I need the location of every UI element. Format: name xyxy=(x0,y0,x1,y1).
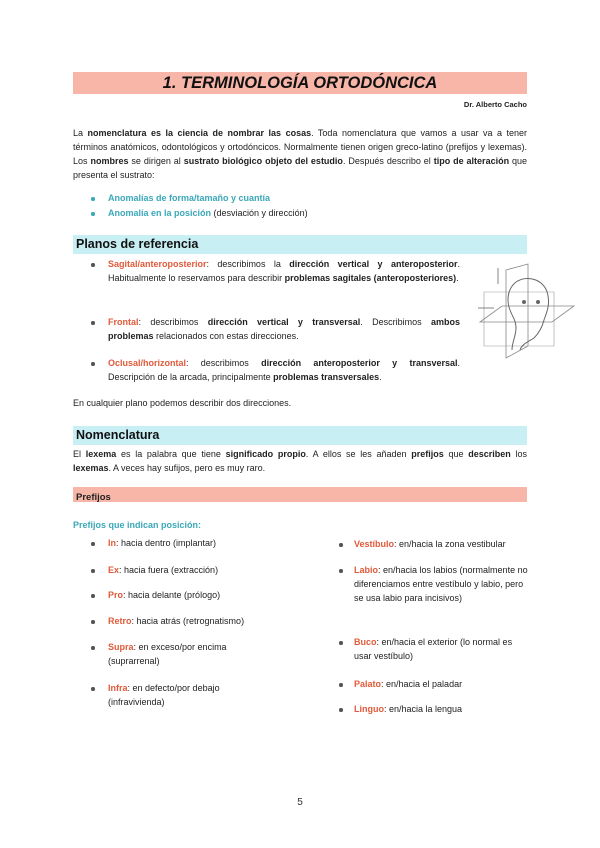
bullet-icon xyxy=(91,212,95,216)
prefix-text: : en defecto/por debajo (infravivienda) xyxy=(108,683,220,707)
nom-bold: lexema xyxy=(85,449,117,459)
bullet-icon xyxy=(91,620,95,624)
nom-bold: lexemas xyxy=(73,463,109,473)
prefix-key: Vestíbulo xyxy=(354,539,395,549)
intro-bold: nombres xyxy=(90,156,129,166)
plano-bold: problemas sagitales (anteroposteriores) xyxy=(284,273,457,283)
bullet-icon xyxy=(91,687,95,691)
bullet-icon xyxy=(91,321,95,325)
list-item xyxy=(108,563,308,577)
intro-bold: nomenclatura es la ciencia de nombrar las cosas xyxy=(87,128,312,138)
prefix-key: Linguo xyxy=(354,704,384,714)
prefix-text: : en exceso/por encima (suprarrenal) xyxy=(108,642,227,666)
list-item xyxy=(108,614,308,628)
section-heading-text: Nomenclatura xyxy=(76,428,160,442)
bullet-icon xyxy=(91,197,95,201)
bullet-icon xyxy=(339,641,343,645)
intro-bold: tipo de alteración xyxy=(433,156,510,166)
plano-text: : describimos xyxy=(186,358,262,368)
section-heading-prefijos xyxy=(73,487,527,502)
list-item-label: Anomalías de forma/tamaño y cuantía xyxy=(108,193,271,203)
prefix-key: Buco xyxy=(354,637,377,647)
plano-key: Oclusal/horizontal xyxy=(108,358,187,368)
prefix-text: : hacia dentro (implantar) xyxy=(116,538,217,548)
bullet-icon xyxy=(339,569,343,573)
plano-bold: dirección vertical y transversal xyxy=(207,317,361,327)
nom-bold: describen xyxy=(468,449,511,459)
author: Dr. Alberto Cacho xyxy=(463,100,527,109)
prefix-key: Palato xyxy=(354,679,382,689)
section-heading-text: Planos de referencia xyxy=(76,237,199,251)
section-heading-planos xyxy=(73,235,527,254)
nom-text: . A ellos se les añaden xyxy=(305,449,412,459)
page-title: 1. TERMINOLOGÍA ORTODÓNCICA xyxy=(162,74,438,92)
plano-bold: dirección anteroposterior y transversal xyxy=(261,358,458,368)
nom-text: que xyxy=(443,449,469,459)
list-item xyxy=(108,640,238,668)
intro-text: . Después describo el xyxy=(342,156,434,166)
list-item-label: Anomalía en la posición xyxy=(108,208,212,218)
list-item xyxy=(108,206,308,220)
prefix-text: : en/hacia la lengua xyxy=(384,704,463,714)
plano-key: Frontal xyxy=(108,317,139,327)
plano-bold: dirección vertical y anteroposterior xyxy=(289,259,458,269)
plano-text: . Habitualmente lo reservamos para describir xyxy=(108,259,460,283)
list-item xyxy=(354,677,534,691)
prefix-text: : en/hacia la zona vestibular xyxy=(394,539,506,549)
prefix-text: : en/hacia los labios (normalmente no diferenciamos entre vestíbulo y labio, pero se usa labio para incisivos) xyxy=(354,565,528,603)
planos-footer: En cualquier plano podemos describir dos direcciones. xyxy=(73,398,292,408)
bullet-icon xyxy=(91,263,95,267)
list-item xyxy=(108,315,460,343)
nom-bold: prefijos xyxy=(411,449,444,459)
bullet-icon xyxy=(91,594,95,598)
section-heading-nomenclatura xyxy=(73,426,527,445)
bullet-icon xyxy=(339,543,343,547)
intro-text: . Toda nomenclatura que vamos a usar va a tener términos anatómicos, odontológicos y ortodóncicos. Normalmente tienen origen greco-latino (prefijos y lexemas). Los xyxy=(73,128,528,166)
nom-text: es la palabra que tiene xyxy=(116,449,226,459)
list-item xyxy=(354,702,534,716)
nom-text: El xyxy=(73,449,86,459)
plano-bold: ambos problemas xyxy=(108,317,460,341)
title-bar xyxy=(73,72,527,94)
list-item xyxy=(108,356,460,384)
prefix-text: : hacia atrás (retrognatismo) xyxy=(131,616,245,626)
list-item xyxy=(108,536,308,550)
bullet-icon xyxy=(339,683,343,687)
bullet-icon xyxy=(339,708,343,712)
section-heading-text: Prefijos xyxy=(76,492,111,503)
list-item xyxy=(354,563,534,605)
list-item xyxy=(108,681,248,709)
plano-text: . xyxy=(379,372,382,382)
list-item xyxy=(108,588,308,602)
list-item xyxy=(354,635,526,663)
prefix-text: : en/hacia el exterior (lo normal es usar vestíbulo) xyxy=(354,637,513,661)
plano-text: : describimos la xyxy=(206,259,290,269)
plano-key: Sagital/anteroposterior xyxy=(108,259,207,269)
intro-paragraph xyxy=(73,126,527,182)
nom-bold: significado propio xyxy=(225,449,306,459)
head-planes-diagram xyxy=(476,262,576,364)
prefix-key: Pro xyxy=(108,590,124,600)
prefix-key: Ex xyxy=(108,565,120,575)
intro-text: La xyxy=(73,128,88,138)
plano-text: . Describimos xyxy=(360,317,431,327)
page-number: 5 xyxy=(297,797,303,808)
prefix-key: In xyxy=(108,538,116,548)
prefix-key: Infra xyxy=(108,683,128,693)
list-item xyxy=(108,191,270,205)
bullet-icon xyxy=(91,646,95,650)
bullet-icon xyxy=(91,362,95,366)
nomenclatura-paragraph xyxy=(73,447,527,475)
plano-text: : describimos xyxy=(138,317,208,327)
nom-text: . A veces hay sufijos, pero es muy raro. xyxy=(108,463,266,473)
plano-text: relacionados con estas direcciones. xyxy=(153,331,299,341)
plano-text: . xyxy=(456,273,459,283)
list-item-text: (desviación y dirección) xyxy=(211,208,308,218)
bullet-icon xyxy=(91,569,95,573)
list-item xyxy=(108,257,460,285)
intro-bold: sustrato biológico objeto del estudio xyxy=(183,156,343,166)
prefix-text: : hacia fuera (extracción) xyxy=(119,565,219,575)
plano-bold: problemas transversales xyxy=(273,372,380,382)
prefix-key: Retro xyxy=(108,616,132,626)
prefix-key: Labio xyxy=(354,565,378,575)
nom-text: los xyxy=(510,449,527,459)
prefix-text: : hacia delante (prólogo) xyxy=(123,590,221,600)
prefijos-subheading: Prefijos que indican posición: xyxy=(73,520,202,530)
intro-text: se dirigen al xyxy=(128,156,184,166)
plano-text: . Descripción de la arcada, principalmente xyxy=(108,358,460,382)
bullet-icon xyxy=(91,542,95,546)
prefix-text: : en/hacia el paladar xyxy=(381,679,463,689)
intro-text: que presenta el sustrato: xyxy=(73,156,528,180)
list-item xyxy=(354,537,534,551)
prefix-key: Supra xyxy=(108,642,134,652)
